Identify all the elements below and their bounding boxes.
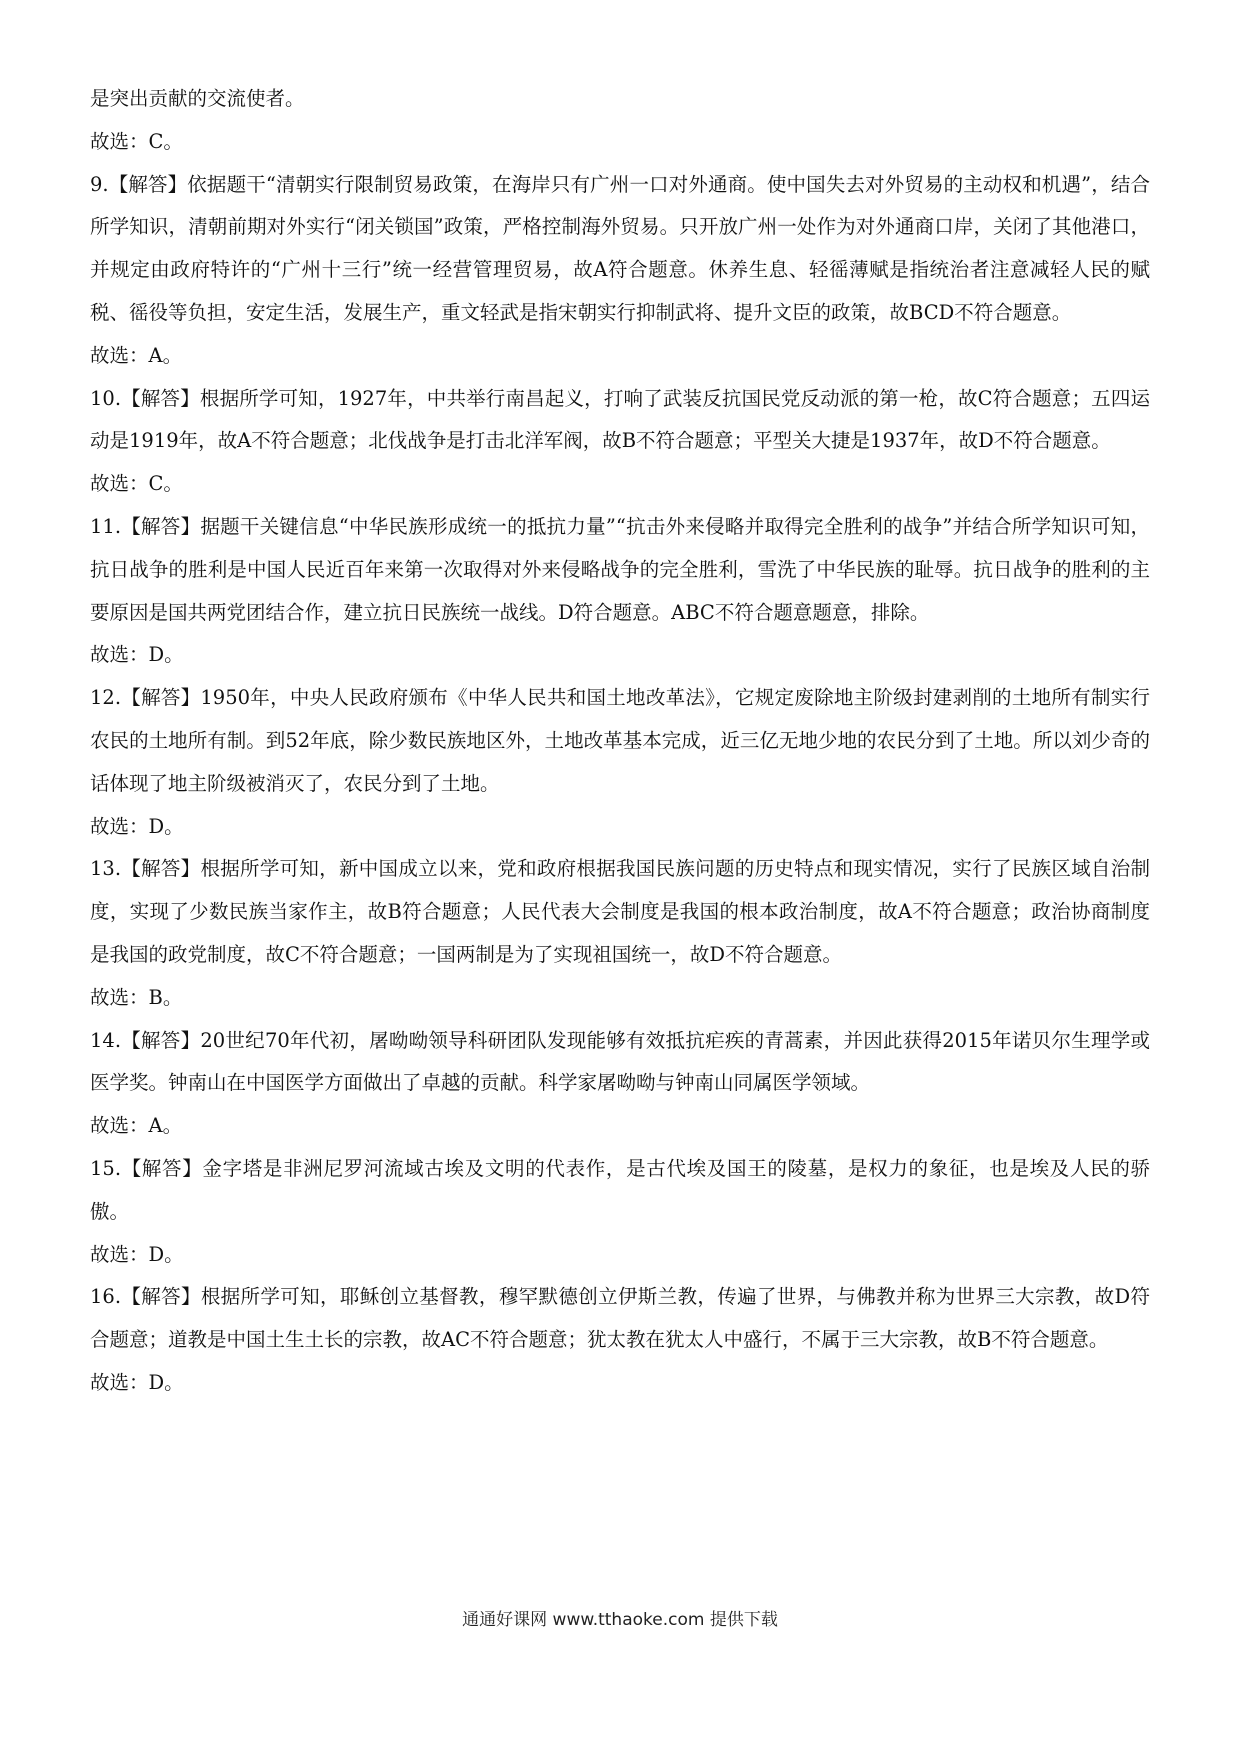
paragraph: 14.【解答】20世纪70年代初，屠呦呦领导科研团队发现能够有效抵抗疟疾的青蒿素，并因此获得2015年诺贝尔生理学或医学奖。钟南山在中国医学方面做出了卓越的贡献。科学家屠呦呦与钟南山同属医学领域。 bbox=[90, 1028, 1150, 1095]
answer-choice: 故选：D。 bbox=[90, 1242, 184, 1266]
paragraph: 16.【解答】根据所学可知，耶稣创立基督教，穆罕默德创立伊斯兰教，传遍了世界，与佛教并称为世界三大宗教，故D符合题意；道教是中国土生土长的宗教，故AC不符合题意；犹太教在犹太人中盛行，不属于三大宗教，故B不符合题意。 bbox=[90, 1285, 1150, 1352]
answer-choice: 故选：A。 bbox=[90, 1114, 183, 1138]
answer-choice: 故选：D。 bbox=[90, 1370, 184, 1394]
paragraph: 12.【解答】1950年，中央人民政府颁布《中华人民共和国土地改革法》，它规定废除地主阶级封建剥削的土地所有制实行农民的土地所有制。到52年底，除少数民族地区外，土地改革基本完成，近三亿无地少地的农民分到了土地。所以刘少奇的话体现了地主阶级被消灭了，农民分到了土地。 bbox=[90, 686, 1150, 795]
answer-choice: 故选：A。 bbox=[90, 343, 183, 367]
paragraph: 15.【解答】金字塔是非洲尼罗河流域古埃及文明的代表作，是古代埃及国王的陵墓，是权力的象征，也是埃及人民的骄傲。 bbox=[90, 1156, 1150, 1223]
answer-choice: 故选：C。 bbox=[90, 129, 183, 153]
paragraph: 13.【解答】根据所学可知，新中国成立以来，党和政府根据我国民族问题的历史特点和现实情况，实行了民族区域自治制度，实现了少数民族当家作主，故B符合题意；人民代表大会制度是我国的根本政治制度，故A不符合题意；政治协商制度是我国的政党制度，故C不符合题意；一国两制是为了实现祖国统一，故D不符合题意。 bbox=[90, 857, 1150, 966]
answer-choice: 故选：C。 bbox=[90, 472, 183, 496]
paragraph: 11.【解答】据题干关键信息“中华民族形成统一的抵抗力量”“抗击外来侵略并取得完全胜利的战争”并结合所学知识可知，抗日战争的胜利是中国人民近百年来第一次取得对外来侵略战争的完全胜利，雪洗了中华民族的耻辱。抗日战争的胜利的主要原因是国共两党团结合作，建立抗日民族统一战线。D符合题意。ABC不符合题意题意，排除。 bbox=[90, 514, 1150, 624]
paragraph: 10.【解答】根据所学可知，1927年，中共举行南昌起义，打响了武装反抗国民党反动派的第一枪，故C符合题意；五四运动是1919年，故A不符合题意；北伐战争是打击北洋军阀，故B不符合题意；平型关大捷是1937年，故D不符合题意。 bbox=[90, 386, 1150, 453]
answer-content bbox=[90, 78, 1150, 1405]
paragraph: 是突出贡献的交流使者。 bbox=[90, 87, 305, 110]
answer-choice: 故选：D。 bbox=[90, 643, 184, 667]
answer-choice: 故选：D。 bbox=[90, 814, 184, 838]
page-footer: 通通好课网 www.tthaoke.com 提供下载 bbox=[462, 1610, 778, 1630]
paragraph: 9.【解答】依据题干“清朝实行限制贸易政策，在海岸只有广州一口对外通商。使中国失去对外贸易的主动权和机遇”，结合所学知识，清朝前期对外实行“闭关锁国”政策，严格控制海外贸易。只开放广州一处作为对外通商口岸，关闭了其他港口，并规定由政府特许的“广州十三行”统一经营管理贸易，故A符合题意。休养生息、轻徭薄赋是指统治者注意减轻人民的赋税、徭役等负担，安定生活，发展生产，重文轻武是指宋朝实行抑制武将、提升文臣的政策，故BCD不符合题意。 bbox=[90, 172, 1150, 324]
answer-choice: 故选：B。 bbox=[90, 985, 183, 1009]
